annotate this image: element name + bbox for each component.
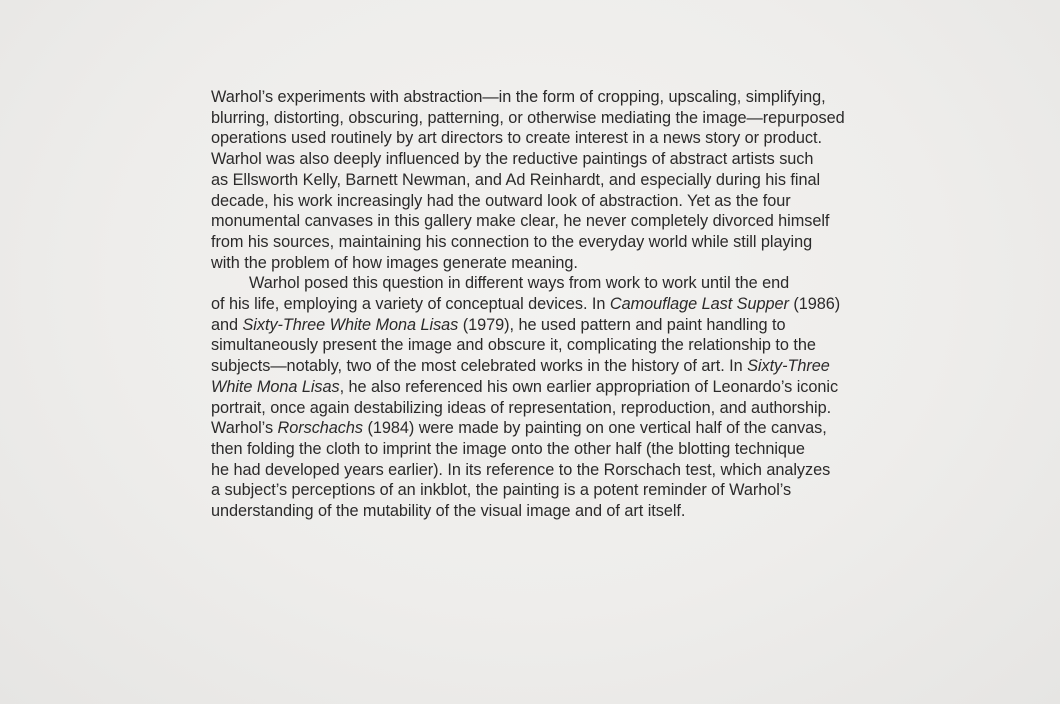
text-line: blurring, distorting, obscuring, patterning, or otherwise mediating the image—repurposed xyxy=(211,108,845,127)
text-line: with the problem of how images generate meaning. xyxy=(211,253,578,272)
text-run: (1979), he used pattern and paint handling to xyxy=(458,315,786,334)
artwork-title: Sixty-Three xyxy=(747,357,830,376)
text-line: portrait, once again destabilizing ideas of representation, reproduction, and authorship. xyxy=(211,398,832,417)
text-line: as Ellsworth Kelly, Barnett Newman, and Ad Reinhardt, and especially during his final xyxy=(211,170,821,189)
artwork-title: Camouflage Last Supper xyxy=(609,295,789,314)
text-line xyxy=(211,356,871,377)
text-line: he had developed years earlier). In its reference to the Rorschach test, which analyzes xyxy=(211,460,831,479)
paragraph-1 xyxy=(211,87,871,273)
text-run: subjects—notably, two of the most celebrated works in the history of art. In xyxy=(211,357,748,376)
text-line: operations used routinely by art directors to create interest in a news story or product. xyxy=(211,129,822,148)
artwork-title: Rorschachs xyxy=(277,419,363,438)
text-line xyxy=(211,315,871,336)
text-run: (1984) were made by painting on one vertical half of the canvas, xyxy=(362,419,827,438)
paragraph-2 xyxy=(211,273,871,521)
text-run: and xyxy=(211,315,243,334)
text-line xyxy=(211,294,871,315)
text-line: Warhol’s experiments with abstraction—in the form of cropping, upscaling, simplifying, xyxy=(211,88,826,106)
text-run: (1986) xyxy=(788,295,841,314)
text-line xyxy=(211,377,871,398)
text-run: of his life, employing a variety of conceptual devices. In xyxy=(211,295,610,314)
artwork-title: White Mona Lisas xyxy=(211,377,340,396)
text-line: understanding of the mutability of the visual image and of art itself. xyxy=(211,502,686,521)
text-line: decade, his work increasingly had the outward look of abstraction. Yet as the four xyxy=(211,191,791,210)
text-line: Warhol posed this question in different ways from work to work until the end xyxy=(249,274,790,293)
text-line: then folding the cloth to imprint the image onto the other half (the blotting technique xyxy=(211,439,805,458)
wall-text xyxy=(211,87,871,522)
text-line: a subject’s perceptions of an inkblot, the painting is a potent reminder of Warhol’s xyxy=(211,481,792,500)
artwork-title: Sixty-Three White Mona Lisas xyxy=(242,315,459,334)
text-run: Warhol’s xyxy=(211,419,278,438)
text-line: simultaneously present the image and obscure it, complicating the relationship to the xyxy=(211,336,816,355)
text-run: , he also referenced his own earlier appropriation of Leonardo’s iconic xyxy=(339,377,839,396)
text-line: Warhol was also deeply influenced by the reductive paintings of abstract artists such xyxy=(211,150,814,169)
text-line xyxy=(211,418,871,439)
text-line: monumental canvases in this gallery make clear, he never completely divorced himself xyxy=(211,212,830,231)
text-line: from his sources, maintaining his connection to the everyday world while still playing xyxy=(211,232,813,251)
